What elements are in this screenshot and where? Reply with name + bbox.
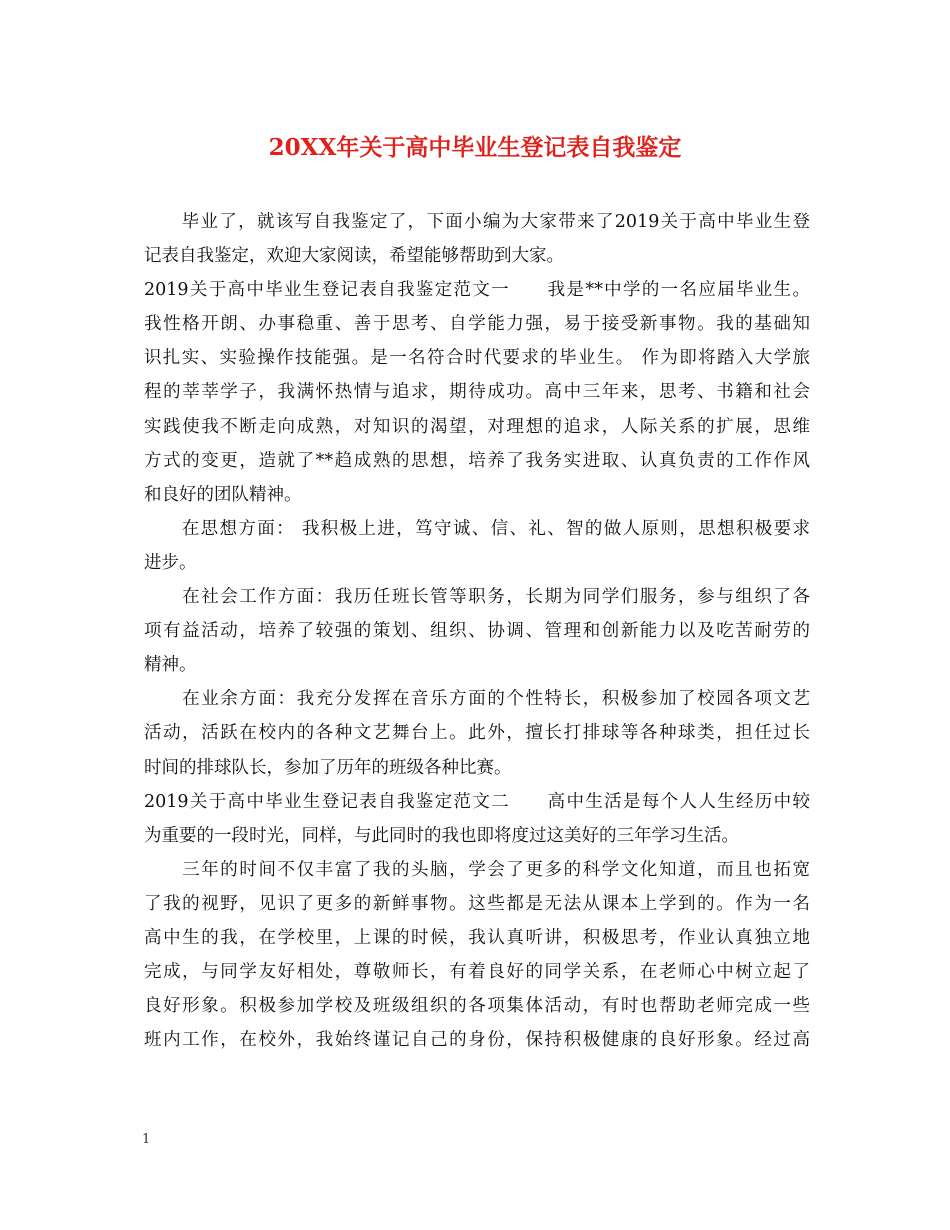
text-line: 高中生的我，在学校里，上课的时候，我认真听讲，积极思考，作业认真独立地: [144, 927, 810, 948]
text-line: 时间的排球队长，参加了历年的班级各种比赛。: [144, 757, 512, 778]
text-line: 和良好的团队精神。: [144, 484, 302, 505]
text-line: 毕业了，就该写自我鉴定了，下面小编为大家带来了2019关于高中毕业生登: [144, 212, 810, 232]
text-line: 程的莘莘学子，我满怀热情与追求，期待成功。高中三年来，思考、书籍和社会: [144, 382, 810, 403]
text-line: 进步。: [144, 552, 197, 573]
text-line: 良好形象。积极参加学校及班级组织的各项集体活动，有时也帮助老师完成一些: [144, 996, 810, 1017]
text-line: 了我的视野，见识了更多的新鲜事物。这些都是无法从课本上学到的。作为一名: [144, 893, 810, 914]
text-line: 实践使我不断走向成熟，对知识的渴望，对理想的追求，人际关系的扩展，思维: [144, 416, 810, 437]
text-line: 班内工作，在校外，我始终谨记自己的身份，保持积极健康的良好形象。经过高: [144, 1030, 810, 1051]
text-line: 在社会工作方面：我历任班长管等职务，长期为同学们服务，参与组织了各: [144, 587, 810, 608]
text-line: 精神。: [144, 655, 197, 676]
text-line: 完成，与同学友好相处，尊敬师长，有着良好的同学关系，在老师心中树立起了: [144, 962, 810, 983]
text-line: 识扎实、实验操作技能强。是一名符合时代要求的毕业生。 作为即将踏入大学旅: [144, 348, 810, 369]
text-line: 我性格开朗、办事稳重、善于思考、自学能力强，易于接受新事物。我的基础知: [144, 314, 810, 335]
text-line: 活动，活跃在校内的各种文艺舞台上。此外，擅长打排球等各种球类，担任过长: [144, 723, 810, 744]
text-line: 三年的时间不仅丰富了我的头脑，学会了更多的科学文化知道，而且也拓宽: [144, 859, 810, 880]
text-line: 2019关于高中毕业生登记表自我鉴定范文一 我是**中学的一名应届毕业生。: [144, 280, 810, 301]
text-line: 在业余方面：我充分发挥在音乐方面的个性特长，积极参加了校园各项文艺: [144, 689, 810, 710]
text-line: 2019关于高中毕业生登记表自我鉴定范文二 高中生活是每个人人生经历中较: [144, 791, 810, 812]
text-line: 项有益活动，培养了较强的策划、组织、协调、管理和创新能力以及吃苦耐劳的: [144, 621, 810, 642]
text-line: 方式的变更，造就了**趋成熟的思想，培养了我务实进取、认真负责的工作作风: [144, 450, 810, 471]
text-line: 为重要的一段时光，同样，与此同时的我也即将度过这美好的三年学习生活。: [144, 825, 739, 846]
document-body: [144, 205, 810, 1057]
text-line: 在思想方面： 我积极上进，笃守诚、信、礼、智的做人原则，思想积极要求: [144, 518, 810, 539]
text-line: 记表自我鉴定，欢迎大家阅读，希望能够帮助到大家。: [144, 246, 564, 267]
document-title: 20XX年关于高中毕业生登记表自我鉴定: [268, 134, 682, 161]
page-number: 1: [142, 1132, 151, 1147]
